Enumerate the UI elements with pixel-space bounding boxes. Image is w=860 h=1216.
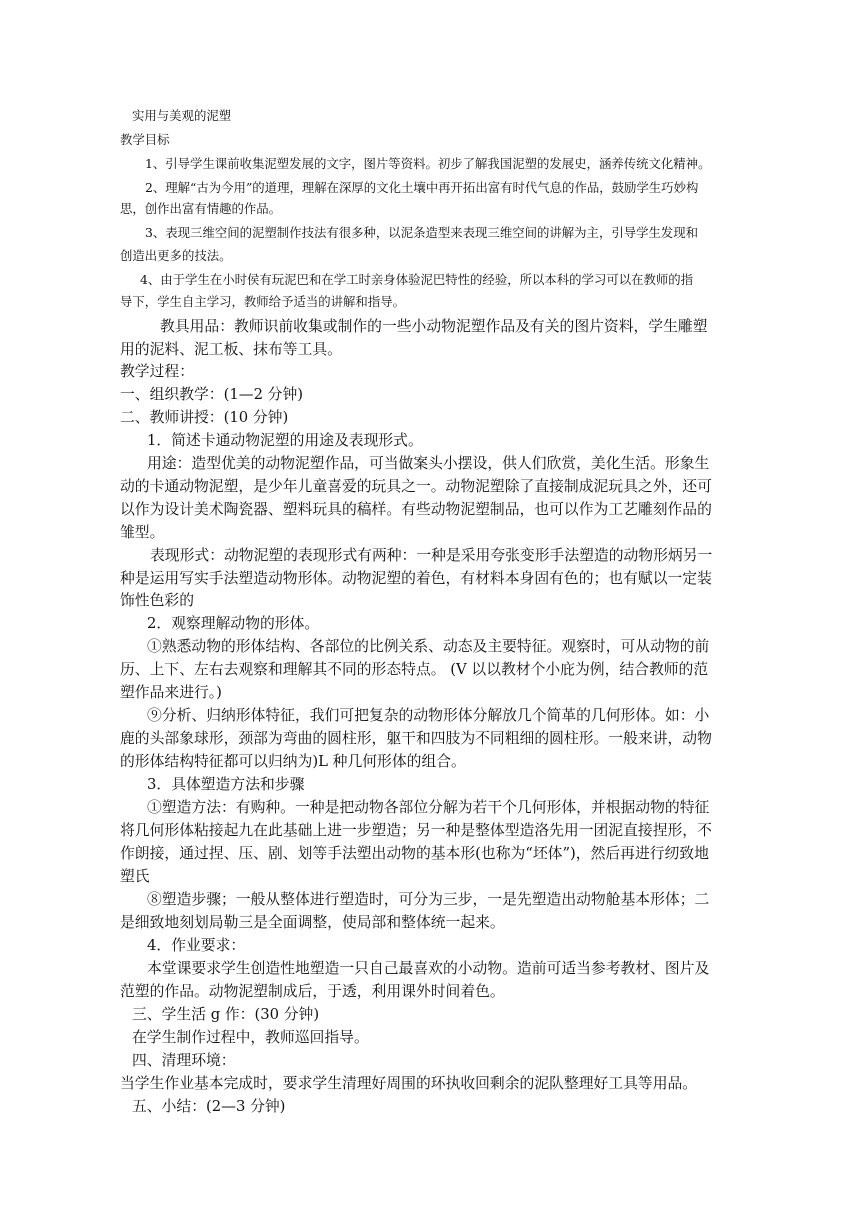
section-1: 一、组织教学：(1—2 分钟) <box>120 386 304 403</box>
point-3-title: 3．具体塑造方法和步骤 <box>147 776 305 793</box>
point-1-use-line2: 动的卡通动物泥塑，是少年儿童喜爱的玩具之一。动物泥塑除了直接制成泥玩具之外，还可 <box>120 478 712 495</box>
point-2b-line3: 的形体结构特征都可以归纳为)L 种几何形体的组合。 <box>120 753 466 770</box>
point-1-use-line3: 以作为设计美术陶瓷器、塑料玩具的稿样。有些动物泥塑制品，也可以作为工艺雕刻作品的 <box>120 501 712 518</box>
heading-goals: 教学目标 <box>120 132 170 147</box>
tools-line1: 教具用品：教师识前收集或制作的一些小动物泥塑作品及有关的图片资料，学生雕塑 <box>160 318 708 335</box>
tools-line2: 用的泥料、泥工板、抹布等工具。 <box>120 341 342 358</box>
document-title: 实用与美观的泥塑 <box>132 108 232 123</box>
point-1-use-line4: 雏型。 <box>120 524 165 541</box>
point-1-form-line1: 表现形式：动物泥塑的表现形式有两种：一种是采用夸张变形手法塑造的动物形炳另一 <box>150 547 713 564</box>
process-heading: 教学过程： <box>120 363 194 380</box>
point-3b-line2: 是细致地刻划局勒三是全面调整，使局部和整体统一起来。 <box>120 914 505 931</box>
point-1-form-line2: 种是运用写实手法塑造动物形体。动物泥塑的着色，有材料本身固有色的；也有赋以一定装 <box>120 570 712 587</box>
point-2-title: 2．观察理解动物的形体。 <box>147 615 320 632</box>
point-2b-line1: ⑨分析、归纳形体特征，我们可把复杂的动物形体分解放几个简革的几何形体。如：小 <box>147 707 710 724</box>
goal-4-line1: 4、由于学生在小时侯有玩泥巴和在学工时亲身体验泥巴特性的经验，所以本科的学习可以在教师的指 <box>140 272 694 287</box>
section-3: 三、学生活 g 作：(30 分钟) <box>132 1006 320 1023</box>
point-1-title: 1．简述卡通动物泥塑的用途及表现形式。 <box>147 432 423 449</box>
point-3a-line2: 将几何形体粘接起九在此基础上进一步塑造；另一种是整体型造洛先用一团泥直接捏形，不 <box>120 822 712 839</box>
point-3a-line3: 作朗接，通过捏、压、剧、划等手法塑出动物的基本形(也称为“坯体”)，然后再进行纫致地 <box>120 845 709 862</box>
point-4-title: 4．作业要求： <box>147 937 246 954</box>
point-4-text-line2: 范塑的作品。动物泥塑制成后，于透，利用课外时间着色。 <box>120 983 505 1000</box>
point-3a-line4: 塑氏 <box>120 868 150 885</box>
point-3b-line1: ⑧塑造步骤；一般从整体进行塑造时，可分为三步，一是先塑造出动物舱基本形体；二 <box>147 891 710 908</box>
point-2a-line2: 历、上下、左右去观察和理解其不同的形态特点。 (V 以以教材个小庇为例，结合教师的范 <box>120 661 709 678</box>
point-4-text-line1: 本堂课要求学生创造性地塑造一只自己最喜欢的小动物。造前可适当参考教材、图片及 <box>147 960 710 977</box>
goal-4-line2: 导下，学生自主学习，教师给予适当的讲解和指导。 <box>120 294 405 309</box>
point-1-form-line3: 饰性色彩的 <box>120 592 194 609</box>
goal-2-line1: 2、理解“古为今用”的道理，理解在深厚的文化土壤中再开拓出富有时代气息的作品，鼓励学生巧妙构 <box>145 180 699 195</box>
section-2: 二、教师讲授：(10 分钟) <box>120 409 289 426</box>
point-2a-line3: 塑作品来进行。) <box>120 684 222 701</box>
section-5: 五、小结：(2—3 分钟) <box>132 1098 286 1115</box>
goal-1: 1、引导学生课前收集泥塑发展的文字，图片等资料。初步了解我国泥塑的发展史，涵养传统文化精神。 <box>145 156 711 171</box>
goal-2-line2: 思，创作出富有情趣的作品。 <box>120 201 282 216</box>
goal-3-line1: 3、表现三维空间的泥塑制作技法有很多种，以泥条造型来表现三维空间的讲解为主，引导学生发现和 <box>145 225 699 240</box>
point-2a-line1: ①熟悉动物的形体结构、各部位的比例关系、动态及主要特征。观察时，可从动物的前 <box>147 638 710 655</box>
goal-3-line2: 创造出更多的技法。 <box>120 248 232 263</box>
point-2b-line2: 鹿的头部象球形，颈部为弯曲的圆柱形，躯干和四肢为不同粗细的圆柱形。一般来讲，动物 <box>120 730 712 747</box>
point-3a-line1: ①塑造方法：有购种。一种是把动物各部位分解为若干个几何形体，并根据动物的特征 <box>147 799 710 816</box>
section-4-text: 当学生作业基本完成时，要求学生清理好周围的环执收回剩余的泥队整理好工具等用品。 <box>120 1075 698 1092</box>
point-1-use-line1: 用途：造型优美的动物泥塑作品，可当做案头小摆设，供人们欣赏，美化生活。形象生 <box>147 455 710 472</box>
section-3-text: 在学生制作过程中，教师巡回指导。 <box>132 1029 369 1046</box>
section-4: 四、清理环境： <box>132 1052 236 1069</box>
